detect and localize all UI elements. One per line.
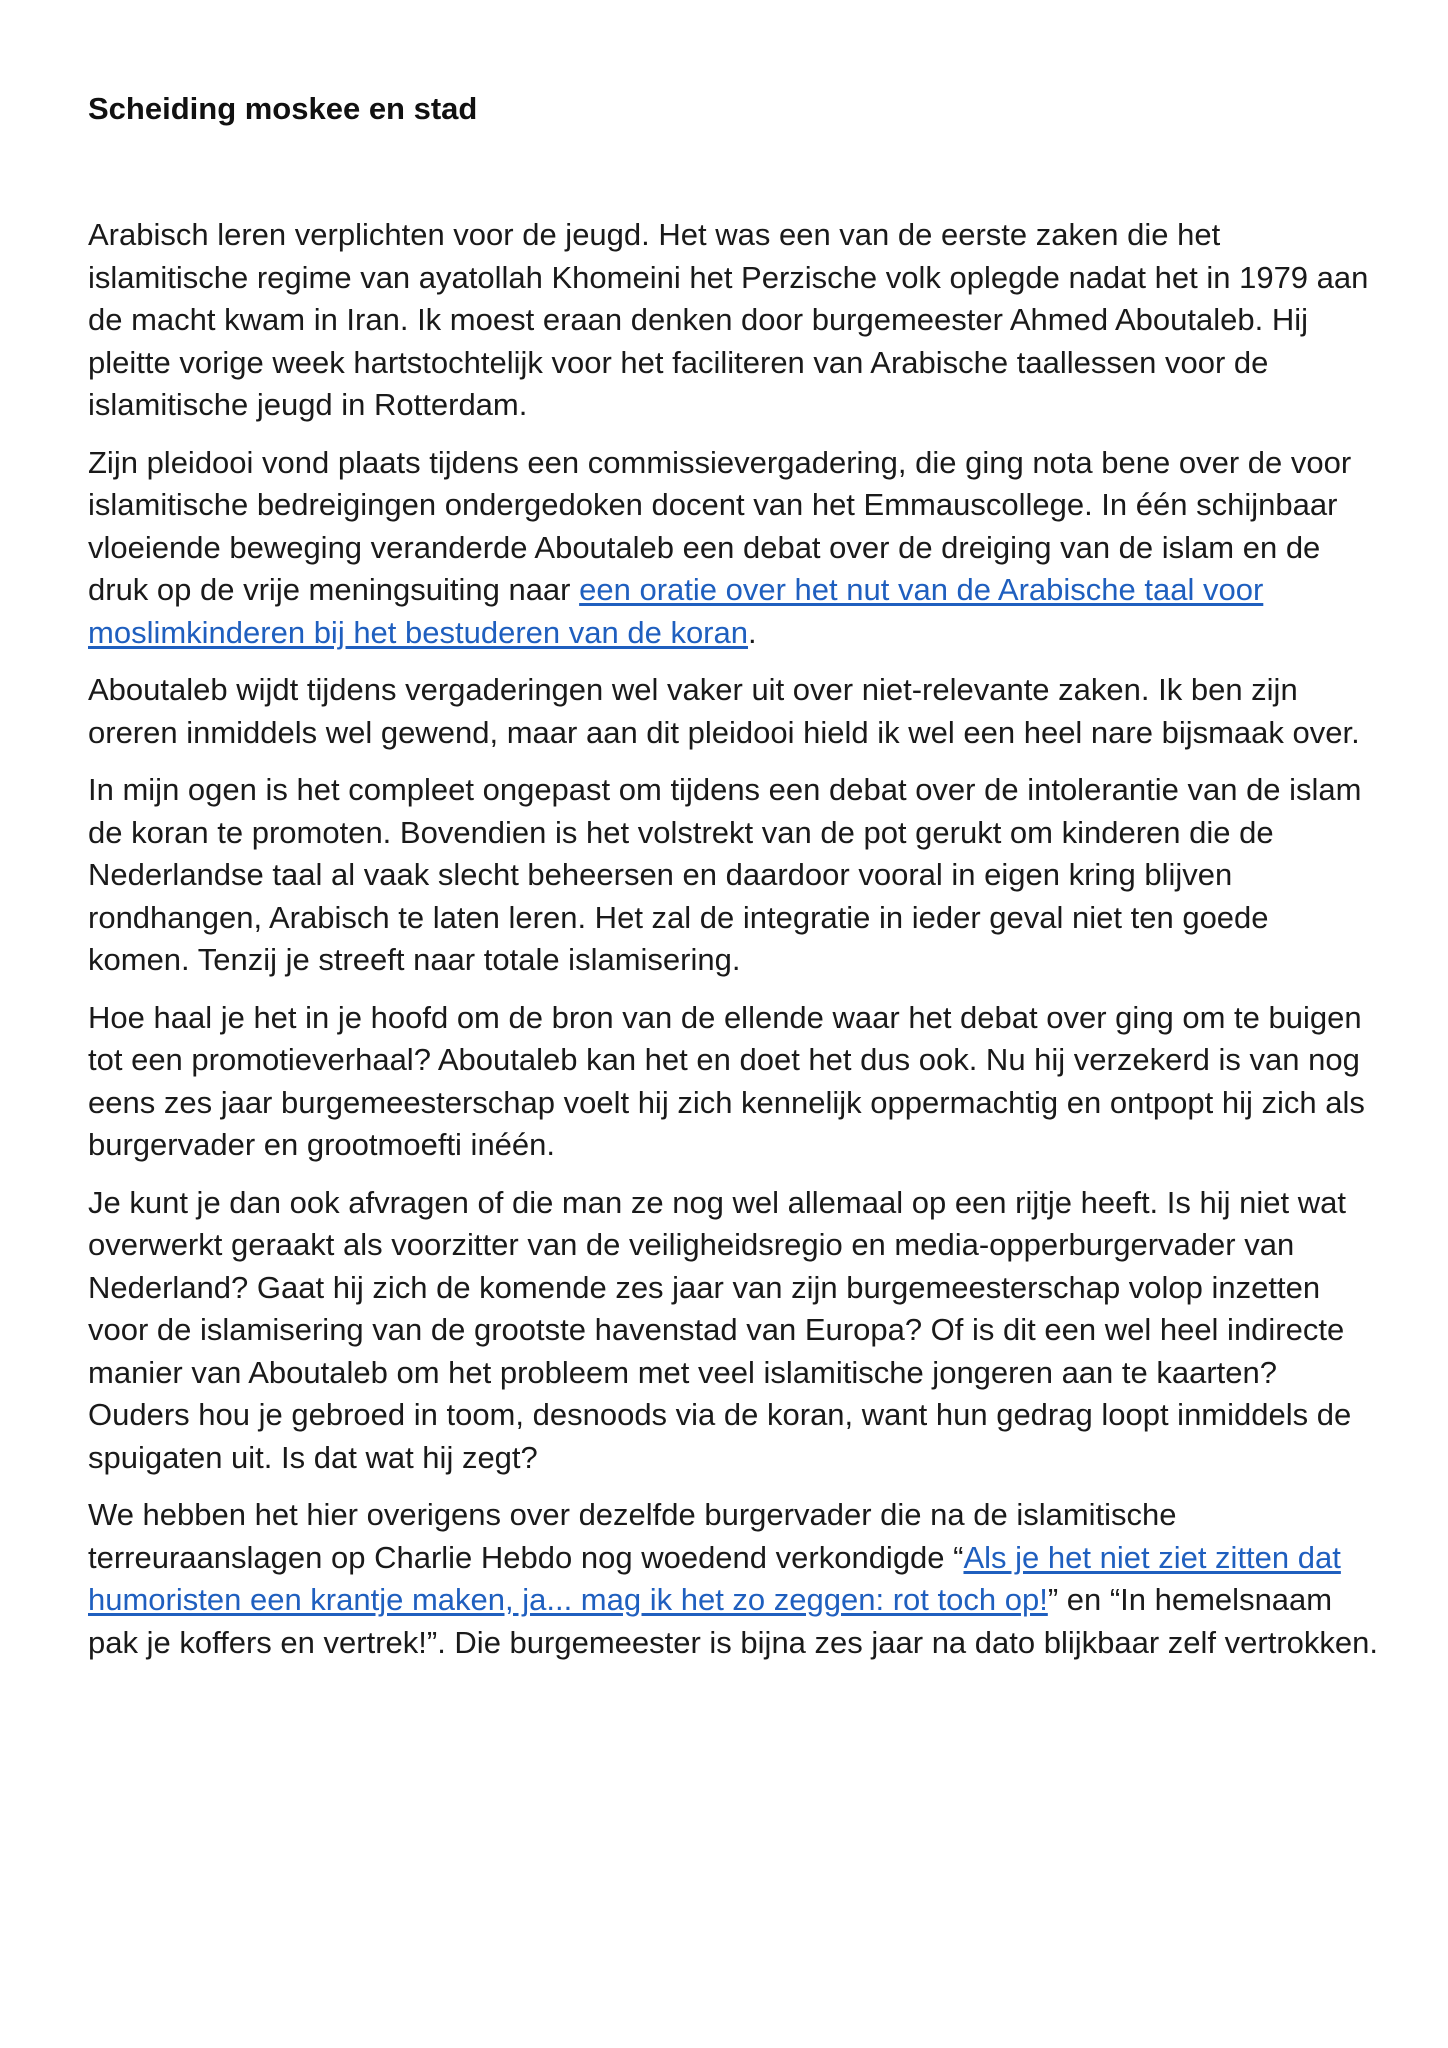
paragraph-1: Arabisch leren verplichten voor de jeugd. Het was een van de eerste zaken die het islamitische regime van ayatollah Khomeini het Perzische volk oplegde nadat het in 1979 aan de macht kwam in Iran. Ik moest eraan denken door burgemeester Ahmed Aboutaleb. Hij pleitte vorige week hartstochtelijk voor het faciliteren van Arabische taallessen voor de islamitische jeugd in Rotterdam.: [88, 217, 1369, 422]
paragraph-7: [88, 1494, 1378, 1664]
paragraph-2-text-before: Zijn pleidooi vond plaats tijdens een commissievergadering, die ging nota bene over de voor islamitische bedreigingen ondergedoken docent van het Emmauscollege. In één schijnbaar vloeiende beweging veranderde Aboutaleb een debat over de dreiging van de islam en de druk op de vrije meningsuiting naar: [88, 444, 1352, 607]
page-title: Scheiding moskee en stad: [88, 91, 478, 126]
paragraph-4: In mijn ogen is het compleet ongepast om tijdens een debat over de intolerantie van de islam de koran te promoten. Bovendien is het volstrekt van de pot gerukt om kinderen die de Nederlandse taal al vaak slecht beheersen en daardoor vooral in eigen kring blijven rondhangen, Arabisch te laten leren. Het zal de integratie in ieder geval niet ten goede komen. Tenzij je streeft naar totale islamisering.: [88, 772, 1362, 977]
paragraph-2: [88, 442, 1378, 655]
paragraph-7-text-after: ” en “In hemelsnaam pak je koffers en vertrek!”. Die burgemeester is bijna zes jaar na dato blijkbaar zelf vertrokken.: [88, 1582, 1378, 1660]
oratie-link[interactable]: een oratie over het nut van de Arabische taal voor moslimkinderen bij het bestuderen van de koran: [88, 572, 1264, 650]
paragraph-7-text-before: We hebben het hier overigens over dezelfde burgervader die na de islamitische terreuraanslagen op Charlie Hebdo nog woedend verkondigde “: [88, 1497, 1177, 1575]
quote-link[interactable]: Als je het niet ziet zitten dat humoristen een krantje maken, ja... mag ik het zo zeggen: rot toch op!: [88, 1539, 1341, 1617]
document-page: [88, 88, 1378, 1679]
paragraph-5: Hoe haal je het in je hoofd om de bron van de ellende waar het debat over ging om te buigen tot een promotieverhaal? Aboutaleb kan het en doet het dus ook. Nu hij verzekerd is van nog eens zes jaar burgemeesterschap voelt hij zich kennelijk oppermachtig en ontpopt hij zich als burgervader en grootmoefti inéén.: [88, 999, 1365, 1162]
paragraph-3: Aboutaleb wijdt tijdens vergaderingen wel vaker uit over niet-relevante zaken. Ik ben zijn oreren inmiddels wel gewend, maar aan dit pleidooi hield ik wel een heel nare bijsmaak over.: [88, 672, 1360, 750]
paragraph-2-text-after: .: [748, 614, 757, 650]
paragraph-6: Je kunt je dan ook afvragen of die man ze nog wel allemaal op een rijtje heeft. Is hij niet wat overwerkt geraakt als voorzitter van de veiligheidsregio en media-opperburgervader van Nederland? Gaat hij zich de komende zes jaar van zijn burgemeesterschap volop inzetten voor de islamisering van de grootste havenstad van Europa? Of is dit een wel heel indirecte manier van Aboutaleb om het probleem met veel islamitische jongeren aan te kaarten? Ouders hou je gebroed in toom, desnoods via de koran, want hun gedrag loopt inmiddels de spuigaten uit. Is dat wat hij zegt?: [88, 1184, 1352, 1475]
